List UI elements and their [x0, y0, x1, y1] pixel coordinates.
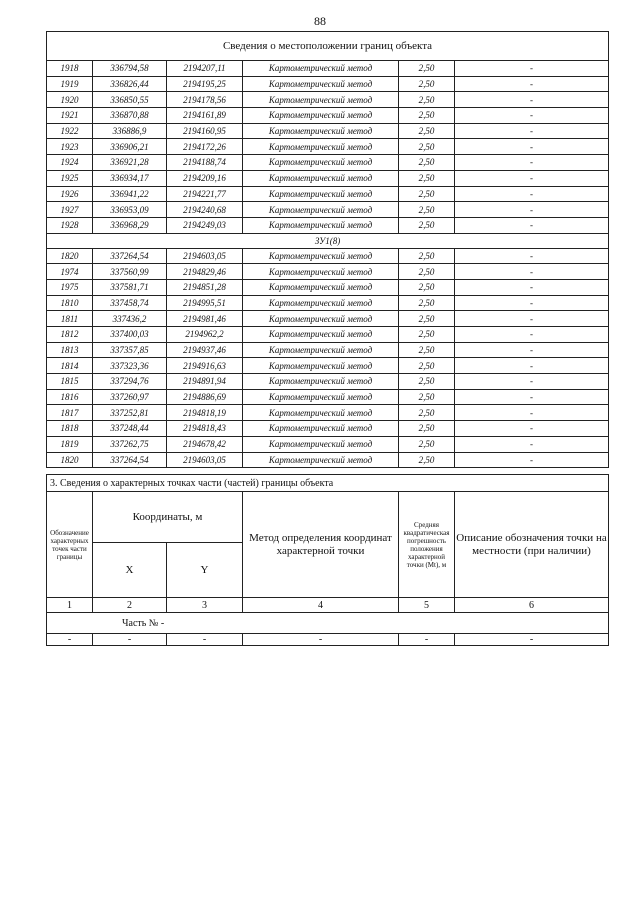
method-cell: Картометрический метод [243, 374, 399, 390]
method-cell: Картометрический метод [243, 170, 399, 186]
method-cell: Картометрический метод [243, 217, 399, 233]
method-cell: Картометрический метод [243, 358, 399, 374]
point-id-cell: 1815 [47, 374, 93, 390]
accuracy-cell: 2,50 [399, 358, 455, 374]
coord-y-cell: 2194209,16 [167, 170, 243, 186]
empty-cell: - [93, 634, 167, 646]
coord-y-cell: 2194603,05 [167, 452, 243, 468]
method-cell: Картометрический метод [243, 155, 399, 171]
coord-x-cell: 337262,75 [93, 436, 167, 452]
point-id-cell: 1975 [47, 279, 93, 295]
point-id-cell: 1920 [47, 92, 93, 108]
column-number: 4 [243, 598, 399, 613]
table-row [47, 374, 609, 390]
method-cell: Картометрический метод [243, 389, 399, 405]
coord-x-cell: 336826,44 [93, 76, 167, 92]
point-id-cell: 1814 [47, 358, 93, 374]
description-cell: - [455, 295, 609, 311]
description-cell: - [455, 186, 609, 202]
accuracy-cell: 2,50 [399, 92, 455, 108]
accuracy-cell: 2,50 [399, 295, 455, 311]
point-id-cell: 1918 [47, 61, 93, 77]
point-id-cell: 1924 [47, 155, 93, 171]
accuracy-cell: 2,50 [399, 279, 455, 295]
table-row [47, 295, 609, 311]
coord-x-cell: 337252,81 [93, 405, 167, 421]
table-row [47, 405, 609, 421]
coord-x-cell: 336941,22 [93, 186, 167, 202]
method-cell: Картометрический метод [243, 248, 399, 264]
accuracy-cell: 2,50 [399, 186, 455, 202]
coord-x-cell: 336906,21 [93, 139, 167, 155]
table-row [47, 202, 609, 218]
description-cell: - [455, 155, 609, 171]
table-row [47, 76, 609, 92]
accuracy-cell: 2,50 [399, 202, 455, 218]
header-point-designation: Обозначение характерных точек части границы [47, 492, 93, 598]
description-cell: - [455, 123, 609, 139]
table-row [47, 123, 609, 139]
method-cell: Картометрический метод [243, 92, 399, 108]
coord-x-cell: 336850,55 [93, 92, 167, 108]
method-cell: Картометрический метод [243, 139, 399, 155]
column-number: 5 [399, 598, 455, 613]
coord-y-cell: 2194818,19 [167, 405, 243, 421]
table-row [47, 452, 609, 468]
description-cell: - [455, 452, 609, 468]
table-row [47, 217, 609, 233]
coord-y-cell: 2194916,63 [167, 358, 243, 374]
table-row [47, 311, 609, 327]
method-cell: Картометрический метод [243, 452, 399, 468]
coord-x-cell: 337560,99 [93, 264, 167, 280]
accuracy-cell: 2,50 [399, 248, 455, 264]
accuracy-cell: 2,50 [399, 342, 455, 358]
accuracy-cell: 2,50 [399, 170, 455, 186]
accuracy-cell: 2,50 [399, 327, 455, 343]
description-cell: - [455, 139, 609, 155]
method-cell: Картометрический метод [243, 327, 399, 343]
description-cell: - [455, 170, 609, 186]
description-cell: - [455, 389, 609, 405]
method-cell: Картометрический метод [243, 279, 399, 295]
description-cell: - [455, 327, 609, 343]
coord-y-cell: 2194249,03 [167, 217, 243, 233]
coord-x-cell: 336921,28 [93, 155, 167, 171]
table-row [47, 61, 609, 77]
empty-cell: - [47, 634, 93, 646]
part-label: Часть № - [47, 613, 609, 634]
coord-x-cell: 337323,36 [93, 358, 167, 374]
coord-y-cell: 2194178,56 [167, 92, 243, 108]
table-row [47, 92, 609, 108]
description-cell: - [455, 342, 609, 358]
coord-x-cell: 337357,85 [93, 342, 167, 358]
header-description: Описание обозначения точки на местности (при наличии) [455, 492, 609, 598]
table-row [47, 155, 609, 171]
description-cell: - [455, 217, 609, 233]
point-id-cell: 1820 [47, 248, 93, 264]
empty-cell: - [167, 634, 243, 646]
coord-x-cell: 337400,03 [93, 327, 167, 343]
table-row [47, 139, 609, 155]
method-cell: Картометрический метод [243, 202, 399, 218]
method-cell: Картометрический метод [243, 264, 399, 280]
description-cell: - [455, 405, 609, 421]
table-row [47, 327, 609, 343]
column-number: 1 [47, 598, 93, 613]
method-cell: Картометрический метод [243, 295, 399, 311]
point-id-cell: 1813 [47, 342, 93, 358]
description-cell: - [455, 436, 609, 452]
description-cell: - [455, 202, 609, 218]
table-row [47, 279, 609, 295]
method-cell: Картометрический метод [243, 342, 399, 358]
part-points-table [46, 474, 609, 646]
point-id-cell: 1927 [47, 202, 93, 218]
point-id-cell: 1811 [47, 311, 93, 327]
accuracy-cell: 2,50 [399, 374, 455, 390]
coord-y-cell: 2194240,68 [167, 202, 243, 218]
table-row [47, 358, 609, 374]
column-number: 6 [455, 598, 609, 613]
coord-x-cell: 337581,71 [93, 279, 167, 295]
point-id-cell: 1812 [47, 327, 93, 343]
description-cell: - [455, 248, 609, 264]
accuracy-cell: 2,50 [399, 311, 455, 327]
coord-x-cell: 337458,74 [93, 295, 167, 311]
empty-cell: - [455, 634, 609, 646]
method-cell: Картометрический метод [243, 123, 399, 139]
coord-x-cell: 337248,44 [93, 421, 167, 437]
description-cell: - [455, 92, 609, 108]
coord-x-cell: 337264,54 [93, 452, 167, 468]
coord-y-cell: 2194678,42 [167, 436, 243, 452]
coord-y-cell: 2194221,77 [167, 186, 243, 202]
subsection-label: ЗУ1(8) [47, 233, 609, 248]
coord-y-cell: 2194995,51 [167, 295, 243, 311]
method-cell: Картометрический метод [243, 108, 399, 124]
accuracy-cell: 2,50 [399, 389, 455, 405]
method-cell: Картометрический метод [243, 436, 399, 452]
coord-y-cell: 2194851,28 [167, 279, 243, 295]
accuracy-cell: 2,50 [399, 61, 455, 77]
point-id-cell: 1974 [47, 264, 93, 280]
accuracy-cell: 2,50 [399, 436, 455, 452]
header-x: X [93, 543, 167, 598]
column-number: 3 [167, 598, 243, 613]
description-cell: - [455, 279, 609, 295]
point-id-cell: 1818 [47, 421, 93, 437]
section3-title: 3. Сведения о характерных точках части (частей) границы объекта [47, 475, 609, 492]
coord-x-cell: 336953,09 [93, 202, 167, 218]
header-y: Y [167, 543, 243, 598]
method-cell: Картометрический метод [243, 61, 399, 77]
method-cell: Картометрический метод [243, 405, 399, 421]
point-id-cell: 1925 [47, 170, 93, 186]
coord-x-cell: 337260,97 [93, 389, 167, 405]
table-row [47, 342, 609, 358]
accuracy-cell: 2,50 [399, 421, 455, 437]
header-coordinates: Координаты, м [93, 492, 243, 543]
coord-y-cell: 2194603,05 [167, 248, 243, 264]
coord-x-cell: 336794,58 [93, 61, 167, 77]
accuracy-cell: 2,50 [399, 405, 455, 421]
table-row [47, 421, 609, 437]
coord-y-cell: 2194981,46 [167, 311, 243, 327]
empty-cell: - [243, 634, 399, 646]
description-cell: - [455, 374, 609, 390]
coord-x-cell: 336934,17 [93, 170, 167, 186]
method-cell: Картометрический метод [243, 311, 399, 327]
description-cell: - [455, 76, 609, 92]
coord-y-cell: 2194160,95 [167, 123, 243, 139]
point-id-cell: 1928 [47, 217, 93, 233]
description-cell: - [455, 311, 609, 327]
point-id-cell: 1820 [47, 452, 93, 468]
description-cell: - [455, 264, 609, 280]
table-row [47, 264, 609, 280]
coord-y-cell: 2194161,89 [167, 108, 243, 124]
point-id-cell: 1819 [47, 436, 93, 452]
point-id-cell: 1816 [47, 389, 93, 405]
point-id-cell: 1923 [47, 139, 93, 155]
coord-y-cell: 2194172,26 [167, 139, 243, 155]
coord-y-cell: 2194891,94 [167, 374, 243, 390]
table-row [47, 108, 609, 124]
column-number: 2 [93, 598, 167, 613]
coord-y-cell: 2194886,69 [167, 389, 243, 405]
coord-x-cell: 337264,54 [93, 248, 167, 264]
table-row [47, 170, 609, 186]
table-row [47, 436, 609, 452]
accuracy-cell: 2,50 [399, 123, 455, 139]
point-id-cell: 1919 [47, 76, 93, 92]
description-cell: - [455, 421, 609, 437]
method-cell: Картометрический метод [243, 186, 399, 202]
accuracy-cell: 2,50 [399, 217, 455, 233]
coord-x-cell: 337436,2 [93, 311, 167, 327]
accuracy-cell: 2,50 [399, 76, 455, 92]
accuracy-cell: 2,50 [399, 108, 455, 124]
point-id-cell: 1921 [47, 108, 93, 124]
table-row [47, 186, 609, 202]
table-row [47, 248, 609, 264]
coord-x-cell: 336886,9 [93, 123, 167, 139]
header-accuracy: Средняя квадратическая погрешность положения характерной точки (Mt), м [399, 492, 455, 598]
point-id-cell: 1817 [47, 405, 93, 421]
description-cell: - [455, 108, 609, 124]
method-cell: Картометрический метод [243, 76, 399, 92]
description-cell: - [455, 358, 609, 374]
coord-y-cell: 2194962,2 [167, 327, 243, 343]
coord-y-cell: 2194195,25 [167, 76, 243, 92]
point-id-cell: 1810 [47, 295, 93, 311]
coord-y-cell: 2194207,11 [167, 61, 243, 77]
point-id-cell: 1926 [47, 186, 93, 202]
coord-y-cell: 2194937,46 [167, 342, 243, 358]
table-row [47, 389, 609, 405]
description-cell: - [455, 61, 609, 77]
coord-y-cell: 2194818,43 [167, 421, 243, 437]
coord-y-cell: 2194188,74 [167, 155, 243, 171]
method-cell: Картометрический метод [243, 421, 399, 437]
coord-x-cell: 336968,29 [93, 217, 167, 233]
header-method: Метод определения координат характерной точки [243, 492, 399, 598]
page-number: 88 [314, 14, 326, 28]
coord-y-cell: 2194829,46 [167, 264, 243, 280]
accuracy-cell: 2,50 [399, 452, 455, 468]
section-title: Сведения о местоположении границ объекта [47, 32, 609, 61]
coord-x-cell: 336870,88 [93, 108, 167, 124]
accuracy-cell: 2,50 [399, 139, 455, 155]
coord-x-cell: 337294,76 [93, 374, 167, 390]
boundary-table [46, 31, 609, 468]
accuracy-cell: 2,50 [399, 155, 455, 171]
accuracy-cell: 2,50 [399, 264, 455, 280]
empty-cell: - [399, 634, 455, 646]
point-id-cell: 1922 [47, 123, 93, 139]
